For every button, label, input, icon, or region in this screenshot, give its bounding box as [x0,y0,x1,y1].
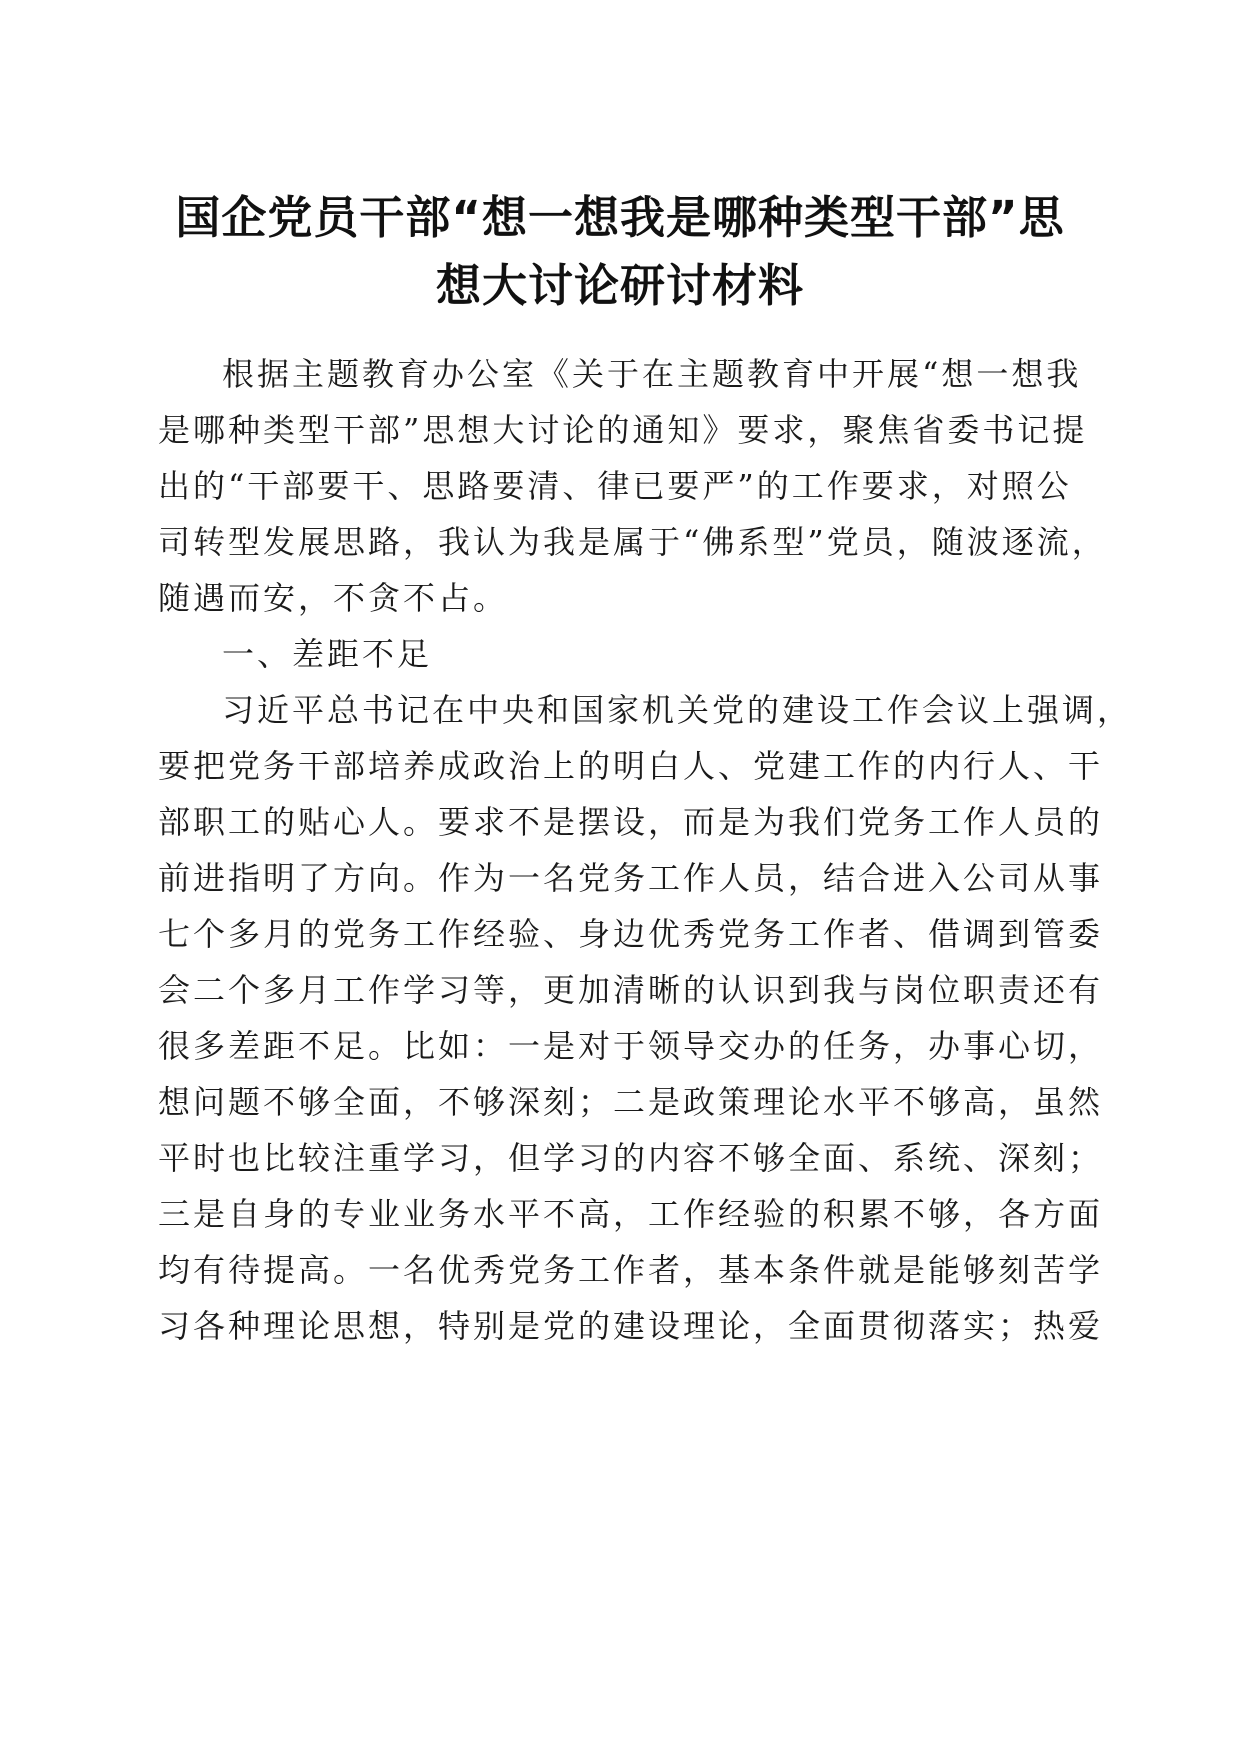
paragraph-2-line-10: 三是自身的专业业务水平不高，工作经验的积累不够，各方面 [158,1195,1104,1233]
paragraph-1-line-2: 是哪种类型干部”思想大讨论的通知》要求，聚焦省委书记提 [158,411,1088,449]
paragraph-1-line-3: 出的“干部要干、思路要清、律已要严”的工作要求，对照公 [158,467,1072,505]
paragraph-2-line-11: 均有待提高。一名优秀党务工作者，基本条件就是能够刻苦学 [158,1251,1104,1289]
paragraph-2-line-8: 想问题不够全面，不够深刻；二是政策理论水平不够高，虽然 [158,1083,1104,1121]
paragraph-2-line-1: 习近平总书记在中央和国家机关党的建设工作会议上强调， [222,691,1133,729]
paragraph-2-line-7: 很多差距不足。比如：一是对于领导交办的任务，办事心切， [158,1027,1104,1065]
paragraph-2-line-4: 前进指明了方向。作为一名党务工作人员，结合进入公司从事 [158,859,1104,897]
paragraph-1-line-4: 司转型发展思路，我认为我是属于“佛系型”党员，随波逐流， [158,523,1107,561]
document-title-line-1: 国企党员干部“想一想我是哪种类型干部”思 [175,191,1065,244]
paragraph-2-line-9: 平时也比较注重学习，但学习的内容不够全面、系统、深刻； [158,1139,1104,1177]
paragraph-2-line-12: 习各种理论思想，特别是党的建设理论，全面贯彻落实；热爱 [158,1307,1104,1345]
document-title-line-2: 想大讨论研讨材料 [435,259,804,312]
paragraph-1-line-5: 随遇而安，不贪不占。 [158,579,509,617]
paragraph-2-line-5: 七个多月的党务工作经验、身边优秀党务工作者、借调到管委 [158,915,1104,953]
paragraph-2-line-6: 会二个多月工作学习等，更加清晰的认识到我与岗位职责还有 [158,971,1104,1009]
section-heading: 一、差距不足 [222,635,433,673]
paragraph-2-line-2: 要把党务干部培养成政治上的明白人、党建工作的内行人、干 [158,747,1104,785]
paragraph-1-line-1: 根据主题教育办公室《关于在主题教育中开展“想一想我 [222,355,1082,393]
paragraph-2-line-3: 部职工的贴心人。要求不是摆设，而是为我们党务工作人员的 [158,803,1104,841]
